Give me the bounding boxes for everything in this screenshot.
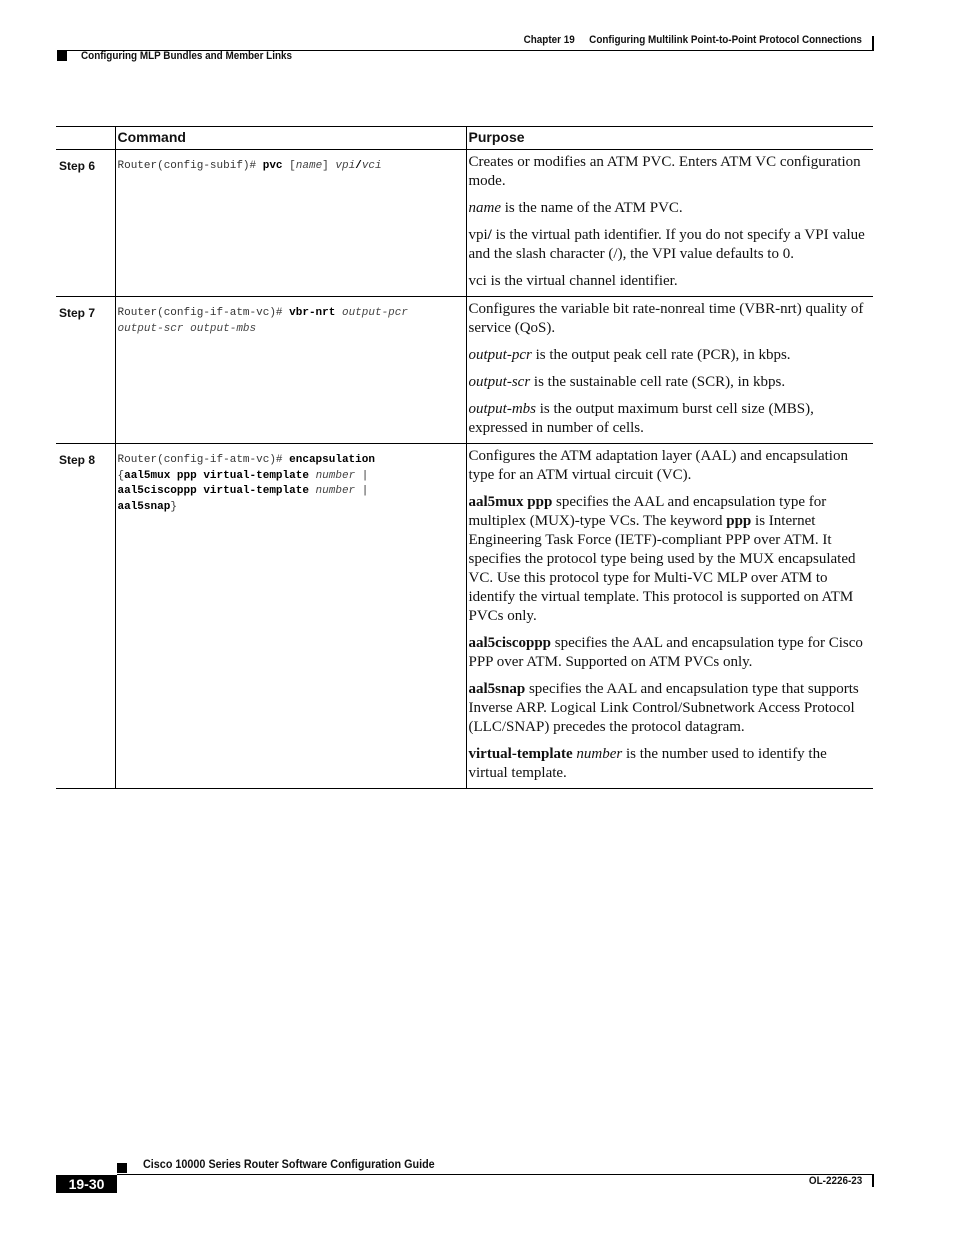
section-title: Configuring MLP Bundles and Member Links xyxy=(81,50,293,62)
purpose-paragraph xyxy=(469,493,868,626)
purpose-paragraph: Configures the ATM adaptation layer (AAL) and encapsulation type for an ATM virtual circuit (VC). xyxy=(468,448,848,483)
term: output-pcr xyxy=(468,347,532,363)
page-number: 19-30 xyxy=(56,1175,117,1193)
footer-tick xyxy=(872,1175,874,1187)
cli-argument: number xyxy=(315,485,356,497)
footer-rule xyxy=(117,1174,874,1175)
cli-argument: vci xyxy=(361,160,382,172)
command-cell xyxy=(115,297,466,444)
procedure-table xyxy=(56,126,873,789)
purpose-paragraph xyxy=(469,226,868,264)
cli-argument: vpi xyxy=(335,160,356,172)
description: is the name of the ATM PVC. xyxy=(501,200,683,216)
step-label: Step 8 xyxy=(56,444,115,789)
description: is Internet Engineering Task Force (IETF)-compliant PPP over ATM. It specifies the protocol type being used by the MUX encapsulated VC. Use this protocol type for Multi-VC MLP over ATM to identify the virtual template. This protocol is supported on ATM PVCs only. xyxy=(468,513,856,624)
description: is the number used to identify the virtual template. xyxy=(468,746,827,781)
cli-keyword: encapsulation xyxy=(289,454,375,466)
cli-keyword: aal5ciscoppp virtual-template xyxy=(117,485,309,497)
table-row-step-8 xyxy=(56,444,873,789)
term: virtual-template xyxy=(468,746,573,762)
cli-keyword: pvc xyxy=(262,160,283,172)
purpose-paragraph xyxy=(469,373,868,392)
chapter-number: Chapter 19 xyxy=(523,34,575,46)
term: output-mbs xyxy=(468,401,536,417)
term: output-scr xyxy=(468,374,531,390)
command-cell xyxy=(115,150,466,297)
table-row-step-6 xyxy=(56,150,873,297)
cli-pipe: | xyxy=(361,485,369,497)
term: name xyxy=(468,200,501,216)
term: aal5mux ppp xyxy=(468,494,553,510)
cli-argument: number xyxy=(315,469,356,482)
description: is the output peak cell rate (PCR), in kbps. xyxy=(531,347,791,363)
cli-argument: name xyxy=(295,160,323,172)
term-slash: / xyxy=(487,227,492,243)
cli-slash: / xyxy=(355,160,362,172)
purpose-cell xyxy=(466,297,873,444)
purpose-paragraph xyxy=(469,745,868,783)
header-square-marker xyxy=(57,51,67,61)
cli-argument: output-scr output-mbs xyxy=(117,322,257,335)
guide-title: Cisco 10000 Series Router Software Configuration Guide xyxy=(143,1157,435,1171)
cli-prompt: Router(config-if-atm-vc)# xyxy=(117,307,290,319)
cli-prompt: Router(config-if-atm-vc)# xyxy=(117,454,290,466)
cli-prompt: Router(config-subif)# xyxy=(117,160,263,172)
column-header-command: Command xyxy=(115,127,466,150)
cli-bracket-open: [ xyxy=(289,160,296,172)
description: is the output maximum burst cell size (MBS), expressed in number of cells. xyxy=(468,401,814,436)
column-header-purpose: Purpose xyxy=(466,127,873,150)
purpose-cell xyxy=(466,150,873,297)
description: specifies the AAL and encapsulation type for multiplex (MUX)-type VCs. The keyword xyxy=(468,494,827,529)
chapter-title: Configuring Multilink Point-to-Point Protocol Connections xyxy=(589,34,862,46)
table-header-row xyxy=(56,127,873,150)
cli-bracket-close: ] xyxy=(322,160,329,172)
table-row-step-7 xyxy=(56,297,873,444)
purpose-cell xyxy=(466,444,873,789)
cli-argument: output-pcr xyxy=(341,307,408,319)
description: is the virtual path identifier. If you do not specify a VPI value and the slash character (/), the VPI value defaults to 0. xyxy=(468,227,865,262)
footer-square-marker xyxy=(117,1163,127,1173)
header-step-cell xyxy=(56,127,115,150)
running-header xyxy=(524,34,862,46)
term-argument: number xyxy=(576,746,623,762)
header-tick xyxy=(872,36,874,50)
description: specifies the AAL and encapsulation type for Cisco PPP over ATM. Supported on ATM PVCs only. xyxy=(468,635,863,670)
cli-pipe: | xyxy=(361,469,369,482)
term: vpi xyxy=(468,227,488,243)
purpose-paragraph: Creates or modifies an ATM PVC. Enters ATM VC configuration mode. xyxy=(468,154,861,189)
term: aal5ciscoppp xyxy=(468,635,552,651)
purpose-paragraph xyxy=(469,634,868,672)
description: is the sustainable cell rate (SCR), in kbps. xyxy=(530,374,786,390)
purpose-paragraph xyxy=(469,680,868,737)
command-cell xyxy=(115,444,466,789)
purpose-paragraph: Configures the variable bit rate-nonreal time (VBR-nrt) quality of service (QoS). xyxy=(468,301,864,336)
step-label: Step 6 xyxy=(56,150,115,297)
purpose-paragraph xyxy=(469,199,868,218)
description: specifies the AAL and encapsulation type that supports Inverse ARP. Logical Link Control/Subnetwork Access Protocol (LLC/SNAP) precedes the protocol datagram. xyxy=(468,681,859,735)
cli-keyword: vbr-nrt xyxy=(289,307,336,319)
term: aal5snap xyxy=(468,681,526,697)
document-number: OL-2226-23 xyxy=(808,1175,862,1187)
cli-keyword: aal5snap xyxy=(117,500,171,513)
cli-brace-open: { xyxy=(117,469,125,482)
purpose-paragraph: vci is the virtual channel identifier. xyxy=(468,273,678,289)
purpose-paragraph xyxy=(469,400,868,438)
term: ppp xyxy=(726,513,752,529)
cli-brace-close: } xyxy=(170,500,177,513)
step-label: Step 7 xyxy=(56,297,115,444)
purpose-paragraph xyxy=(469,346,868,365)
cli-keyword: aal5mux ppp virtual-template xyxy=(124,469,309,482)
